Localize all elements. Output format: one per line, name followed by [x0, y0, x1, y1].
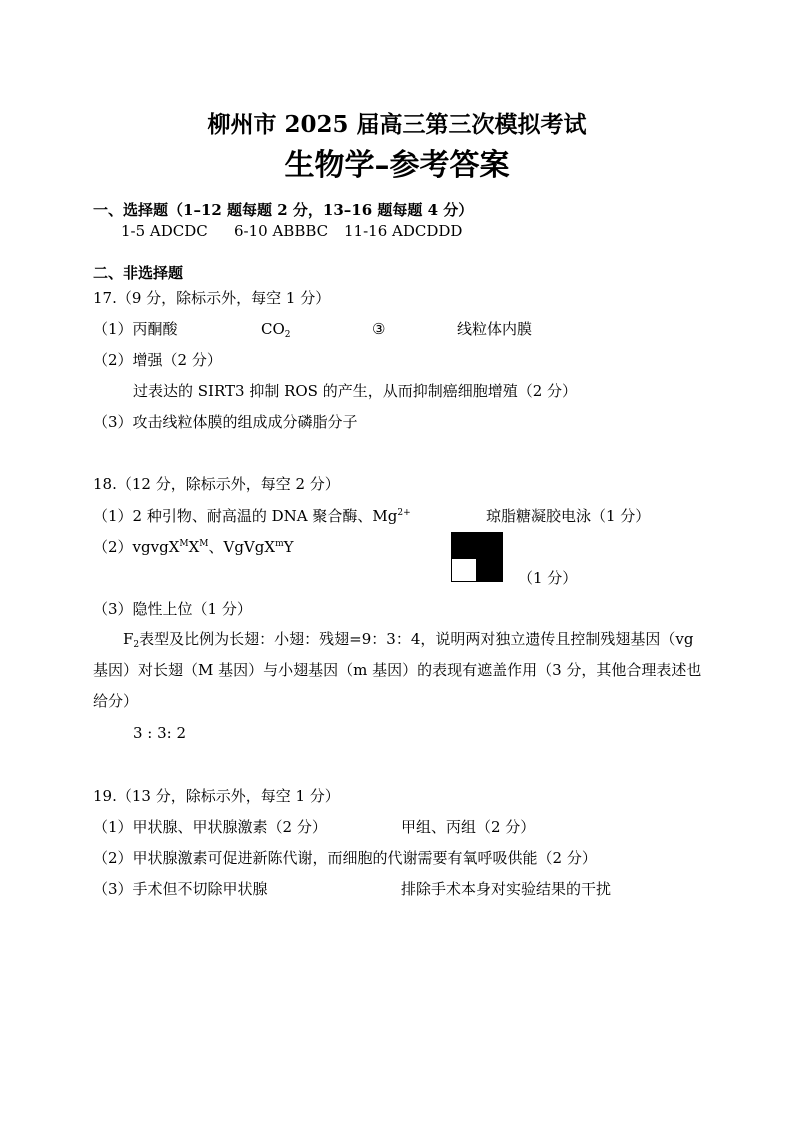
q17-1-label: （1）丙酮酸 [93, 320, 178, 338]
q18-ratio: 3 : 3: 2 [133, 724, 187, 742]
q18-1: （1）2 种引物、耐高温的 DNA 聚合酶、$Mg^{2+}$ [93, 507, 411, 525]
q17-1-co2: $CO_2$ [261, 320, 291, 340]
q19-header: 19.（13 分，除标示外，每空 1 分） [93, 787, 340, 805]
q19-3a: （3）手术但不切除甲状腺 [93, 880, 268, 898]
q17-1-circled-3: ③ [372, 320, 386, 338]
q19-3b: 排除手术本身对实验结果的干扰 [401, 880, 612, 898]
q19-1a: （1）甲状腺、甲状腺激素（2 分） [93, 818, 327, 836]
q18-3-explanation: $F_2$表型及比例为长翅：小翅：残翅=9：3：4，说明两对独立遗传且控制残翅基因（vg 基因）对长翅（M 基因）与小翅基因（m 基因）的表现有遮盖作用（3 分，其他合理表述也给分） [93, 630, 702, 710]
answers-6-10: 6-10 ABBBC [234, 222, 329, 240]
part2-heading: 二、非选择题 [93, 264, 184, 282]
q18-2-score: （1 分） [518, 569, 578, 587]
part1-heading: 一、选择题（1–12 题每题 2 分，13–16 题每题 4 分） [93, 201, 474, 219]
answers-1-5: 1-5 ADCDC [121, 222, 208, 240]
q17-1-last: 线粒体内膜 [457, 320, 533, 338]
q19-1b: 甲组、丙组（2 分） [401, 818, 536, 836]
q19-2: （2）甲状腺激素可促进新陈代谢，而细胞的代谢需要有氧呼吸供能（2 分） [93, 849, 597, 867]
q17-header: 17.（9 分，除标示外，每空 1 分） [93, 289, 331, 307]
answer-key-title: 生物学–参考答案 [284, 148, 510, 183]
answers-11-16: 11-16 ADCDDD [344, 222, 463, 240]
q18-2-genotypes: $(2)vgvgX^MX^M$、VgVgX$^m$Y [93, 538, 294, 556]
q18-3: （3）隐性上位（1 分） [93, 600, 252, 618]
punnett-square-figure [451, 532, 503, 582]
q18-header: 18.（12 分，除标示外，每空 2 分） [93, 475, 340, 493]
q17-2: （2）增强（2 分） [93, 351, 222, 369]
q18-1-right: 琼脂糖凝胶电泳（1 分） [486, 507, 651, 525]
exam-title: 柳州市 2025 届高三第三次模拟考试 [207, 111, 587, 138]
q17-3: （3）攻击线粒体膜的组成成分磷脂分子 [93, 413, 358, 431]
q17-2-explanation: 过表达的 SIRT3 抑制 ROS 的产生，从而抑制癌细胞增殖（2 分） [133, 382, 578, 400]
